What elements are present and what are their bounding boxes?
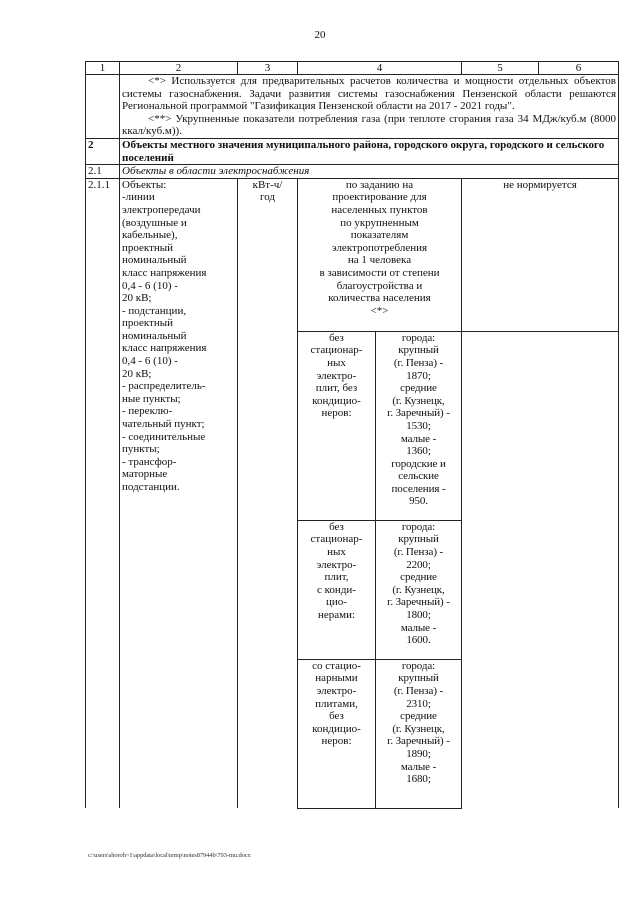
notes-cell (120, 75, 619, 139)
col-header-2: 2 (120, 62, 238, 75)
col-header-3: 3 (238, 62, 298, 75)
section-2-row (86, 138, 619, 164)
basis-cell: по заданию на проектирование для населенных пунктов по укрупненным показателям электропотребления на 1 человека в зависимости от степени благоустройства и количества населения <*> (298, 178, 462, 331)
col-header-5: 5 (462, 62, 539, 75)
variant-2-kind: без стационар- ных электро- плит, с конди- цио- нерами: (298, 520, 376, 659)
section-2-title: Объекты местного значения муниципального района, городского округа, городского и сельского поселений (120, 138, 619, 164)
column-number-row (86, 62, 619, 75)
section-2-number: 2 (86, 138, 120, 164)
page-number: 20 (314, 29, 326, 41)
section-2-1-title: Объекты в области электроснабжения (120, 165, 619, 179)
note-gas-program: <*> Используется для предварительных расчетов количества и мощности отдельных объектов системы газоснабжения. Задачи развития системы газоснабжения Пензенской области решаются Региональной программой "Газификация Пензенской области на 2017 - 2021 годы". (122, 75, 616, 113)
col-header-4: 4 (298, 62, 462, 75)
section-2-1-row (86, 165, 619, 179)
col-header-1: 1 (86, 62, 120, 75)
row-2-1-1-number: 2.1.1 (86, 178, 120, 808)
variant-3-kind: со стацио- нарными электро- плитами, без кондицио- неров: (298, 659, 376, 808)
unit-cell: кВт-ч/ год (238, 178, 298, 808)
document-table (85, 61, 619, 809)
variant-2-values: города: крупный (г. Пенза) - 2200; средние (г. Кузнецк, г. Заречный) - 1800; малые - 1600. (376, 520, 462, 659)
note-gas-consumption: <**> Укрупненные показатели потребления газа (при теплоте сгорания газа 34 МДж/куб.м (8000 ккал/куб.м)). (122, 112, 616, 138)
row-2-1-1-top (86, 178, 619, 331)
notes-num-cell (86, 75, 120, 139)
notes-row (86, 75, 619, 139)
variant-3-values: города: крупный (г. Пенза) - 2310; средние (г. Кузнецк, г. Заречный) - 1890; малые - 1680; (376, 659, 462, 808)
empty-norm-cell (462, 331, 619, 808)
norm-cell: не нормируется (462, 178, 619, 331)
col-header-6: 6 (539, 62, 619, 75)
section-2-1-number: 2.1 (86, 165, 120, 179)
objects-list-cell: Объекты: -линии электропередачи (воздушные и кабельные), проектный номинальный класс напряжения 0,4 - 6 (10) - 20 кВ; - подстанции, проектный номинальный класс напряжения 0,4 - 6 (10) - 20 кВ; - распределитель- ные пункты; - переклю- чательный пункт; - соединительные пункты; - трансфор- маторные подстанции. (120, 178, 238, 808)
file-path-footer: c:\users\shoroh~1\appdata\local\temp\notes87944b\793-mu.docx (88, 852, 251, 859)
variant-1-kind: без стационар- ных электро- плит, без кондицио- неров: (298, 331, 376, 520)
variant-1-values: города: крупный (г. Пенза) - 1870; средние (г. Кузнецк, г. Заречный) - 1530; малые - 1360; городские и сельские поселения - 950. (376, 331, 462, 520)
